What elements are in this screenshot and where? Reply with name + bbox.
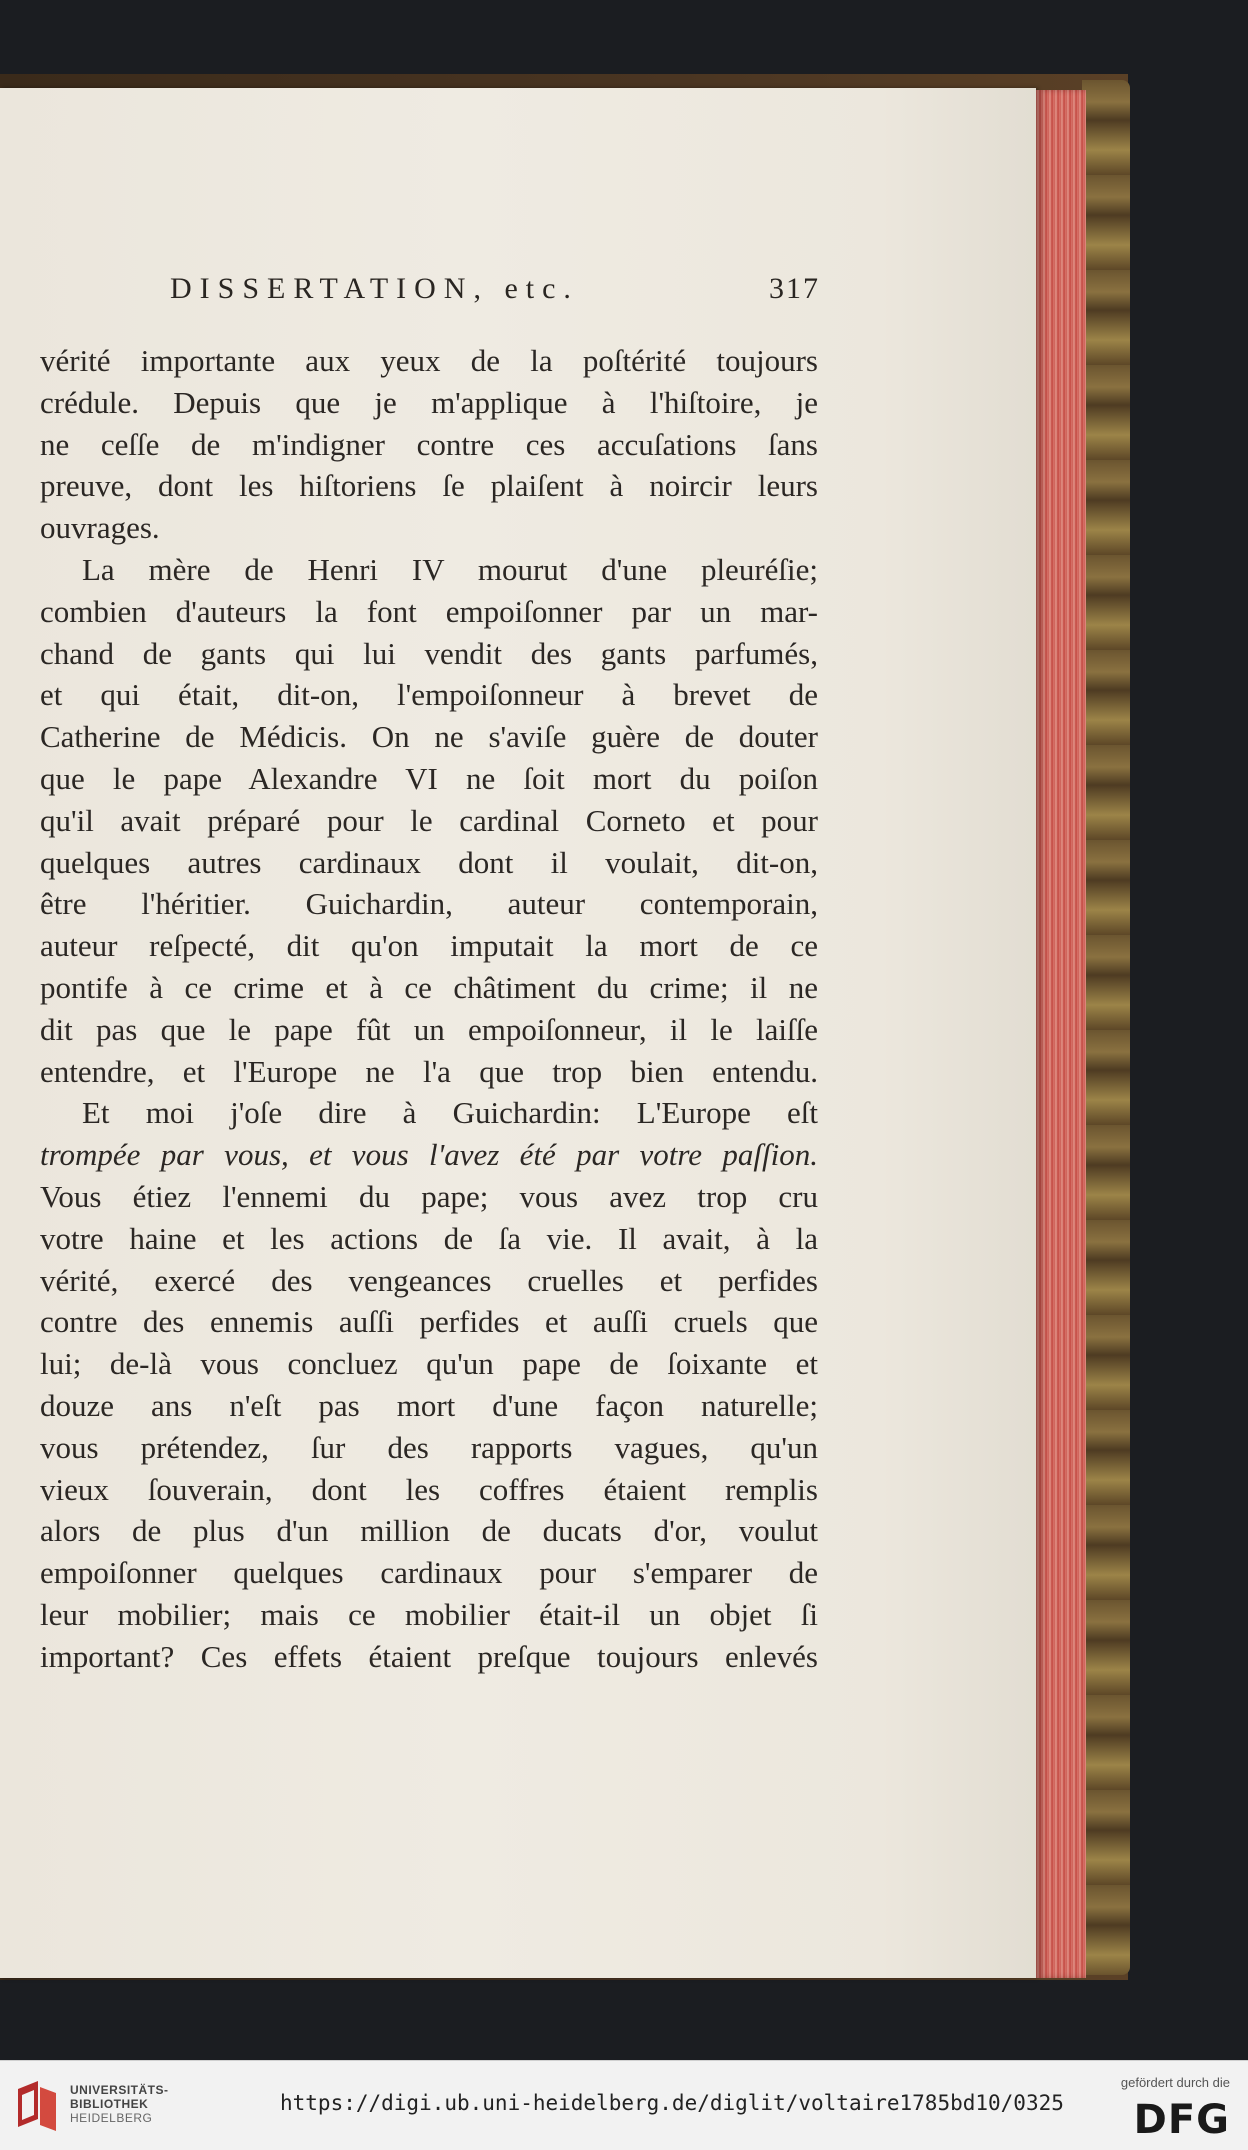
text-line: douze ans n'eſt pas mort d'une façon naturelle;	[40, 1387, 818, 1423]
text-line: quelques autres cardinaux dont il voulait, dit-on,	[40, 844, 818, 880]
text-line: ne ceſſe de m'indigner contre ces accuſations ſans	[40, 426, 818, 462]
text-line: Vous étiez l'ennemi du pape; vous avez trop cru	[40, 1178, 818, 1214]
text-line: La mère de Henri IV mourut d'une pleuréſie;	[82, 551, 818, 587]
university-library-logo-icon[interactable]	[14, 2079, 60, 2133]
text-line: trompée par vous, et vous l'avez été par votre paſſion.	[40, 1137, 818, 1173]
text-line: vérité, exercé des vengeances cruelles et perfides	[40, 1262, 818, 1298]
text-line: auteur reſpecté, dit qu'on imputait la mort de ce	[40, 928, 818, 964]
text-line: Catherine de Médicis. On ne s'aviſe guère de douter	[40, 719, 818, 755]
text-line: preuve, dont les hiſtoriens ſe plaiſent à noircir leurs	[40, 468, 818, 504]
text-line: chand de gants qui lui vendit des gants parfumés,	[40, 635, 818, 671]
text-line: entendre, et l'Europe ne l'a que trop bien entendu.	[40, 1053, 818, 1089]
running-head-title: DISSERTATION, etc.	[170, 272, 579, 305]
text-line: qu'il avait préparé pour le cardinal Corneto et pour	[40, 802, 818, 838]
page-edge-red	[1036, 90, 1086, 1978]
page-number: 317	[769, 272, 820, 305]
text-line: leur mobilier; mais ce mobilier était-il un objet ſi	[40, 1596, 818, 1632]
text-line: alors de plus d'un million de ducats d'or, voulut	[40, 1513, 818, 1549]
text-line: que le pape Alexandre VI ne ſoit mort du poiſon	[40, 760, 818, 796]
book-cover-edge	[1082, 80, 1130, 1975]
university-library-logo-text[interactable]	[70, 2083, 169, 2125]
text-line: vérité importante aux yeux de la poſtérité toujours	[40, 343, 818, 378]
text-line: lui; de-là vous concluez qu'un pape de ſoixante et	[40, 1346, 818, 1382]
text-line: contre des ennemis auſſi perfides et auſſi cruels que	[40, 1304, 818, 1340]
text-line: et qui était, dit-on, l'empoiſonneur à brevet de	[40, 677, 818, 713]
text-line: dit pas que le pape fût un empoiſonneur, il le laiſſe	[40, 1011, 818, 1047]
logo-line: HEIDELBERG	[70, 2111, 153, 2125]
text-line: combien d'auteurs la font empoiſonner par un mar-	[40, 593, 818, 629]
text-line: crédule. Depuis que je m'applique à l'hiſtoire, je	[40, 384, 818, 420]
text-line: vous prétendez, ſur des rapports vagues, qu'un	[40, 1429, 818, 1465]
text-line: être l'héritier. Guichardin, auteur contemporain,	[40, 886, 818, 922]
text-line: ouvrages.	[40, 510, 160, 546]
text-line: votre haine et les actions de ſa vie. Il avait, à la	[40, 1220, 818, 1256]
text-line: vieux ſouverain, dont les coffres étaient remplis	[40, 1471, 818, 1507]
logo-line: BIBLIOTHEK	[70, 2097, 149, 2111]
logo-line: UNIVERSITÄTS-	[70, 2083, 169, 2097]
text-line: Et moi j'oſe dire à Guichardin: L'Europe eſt	[82, 1095, 818, 1131]
permalink-url[interactable]: https://digi.ub.uni-heidelberg.de/diglit/voltaire1785bd10/0325	[280, 2091, 1064, 2115]
dfg-logo[interactable]: DFG	[1133, 2097, 1230, 2143]
text-line: important? Ces effets étaient preſque toujours enlevés	[40, 1638, 818, 1674]
running-head	[170, 272, 820, 312]
funder-label: gefördert durch die	[1120, 2075, 1230, 2090]
text-line: pontife à ce crime et à ce châtiment du crime; il ne	[40, 969, 818, 1005]
text-line: empoiſonner quelques cardinaux pour s'emparer de	[40, 1555, 818, 1591]
footer-bar	[0, 2060, 1248, 2150]
body-text	[40, 340, 818, 1678]
